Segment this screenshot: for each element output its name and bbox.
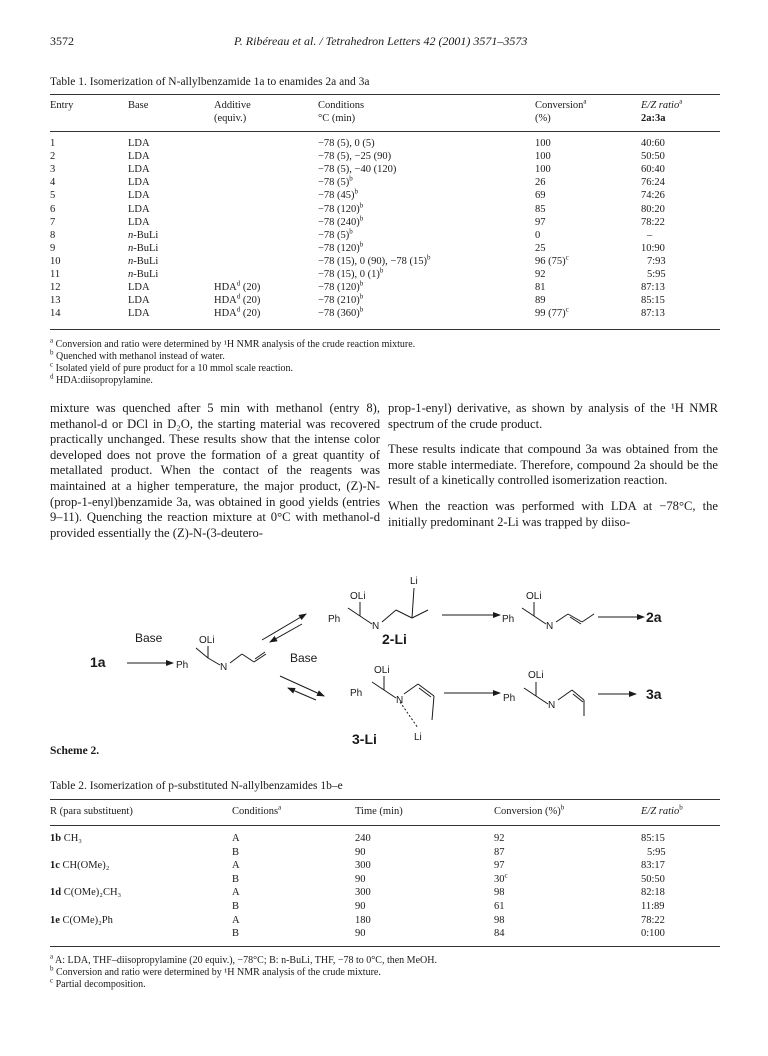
table1-cell-conditions: −78 $(120)^b$	[318, 201, 364, 215]
label-li-3li: Li	[414, 732, 422, 743]
label-oli-2a: OLi	[526, 591, 542, 602]
label-oli-2li: OLi	[350, 591, 366, 602]
table1-cell-entry: 3	[50, 164, 56, 176]
table1-cell-base: LDA	[128, 295, 150, 307]
table1-cell-ratio: –	[647, 229, 653, 241]
table1-cell-conversion: 85	[535, 203, 546, 215]
table1-cell-ratio: 85:15	[641, 295, 665, 307]
table2-cell-conditions: B	[232, 928, 240, 940]
table2-cell-conversion: 30$^c$	[494, 871, 508, 885]
table1-cell-entry: 7	[50, 216, 56, 228]
body-right-column	[388, 401, 718, 540]
table1-cell-additive: HDA$^d$ (20)	[214, 305, 261, 320]
table1-cell-conversion: 81	[535, 282, 546, 294]
table1-cell-entry: 4	[50, 177, 56, 189]
label-3li: 3-Li	[352, 731, 377, 747]
table1-cell-ratio: 5:95	[647, 269, 666, 280]
label-ph-3a: Ph	[503, 693, 516, 704]
table1-cell-entry: 14	[50, 308, 61, 320]
table2-cell-conversion: 87	[494, 846, 505, 858]
label-n: N	[220, 662, 228, 673]
table2-cell-time: 90	[355, 873, 366, 885]
table1-cell-base: n-BuLi	[128, 255, 159, 267]
table1-cell-ratio: 7:93	[647, 255, 666, 267]
table2-cell-conditions: A	[232, 833, 240, 844]
table2-cell-time: 240	[355, 833, 371, 844]
arrow-back-from-3li	[288, 688, 316, 700]
table1-cell-conditions: −78 (5), −40 (120)	[318, 164, 397, 176]
table2-cell-ratio: 5:95	[647, 846, 666, 858]
table1-cell-entry: 13	[50, 295, 61, 307]
table1-caption: Table 1. Isomerization of N-allylbenzamide 1a to enamides 2a and 3a	[50, 76, 370, 88]
table2-cell-conversion: 98	[494, 887, 505, 899]
table1-cell-conversion: 92	[535, 269, 546, 280]
table2-cell-conversion: 97	[494, 860, 505, 872]
arrow-to-3li	[280, 676, 324, 696]
table1-cell-ratio: 74:26	[641, 190, 665, 202]
table1-cell-conversion: 97	[535, 216, 546, 228]
table2-cell-time: 300	[355, 860, 371, 872]
table2-bottom-rule	[50, 946, 720, 947]
table1-cell-entry: 9	[50, 242, 56, 254]
table1-cell-conversion: 26	[535, 177, 546, 189]
table2-cell-conversion: 92	[494, 833, 505, 844]
th-conditions: Conditions	[318, 100, 365, 111]
th-additive: Additive	[214, 100, 251, 111]
table2-cell-substituent: 1e C(OMe)₂Ph	[50, 914, 113, 926]
label-base-2: Base	[290, 651, 318, 665]
table1-cell-ratio: 78:22	[641, 216, 665, 228]
table2-footnote: $^a$ A: LDA, THF–diisopropylamine (20 equiv.), −78°C; B: n-BuLi, THF, −78 to 0°C, then MeOH.	[50, 952, 437, 966]
table1-cell-base: n-BuLi	[128, 229, 159, 241]
label-ph: Ph	[176, 660, 189, 671]
label-1a: 1a	[90, 654, 106, 670]
table1-top-rule	[50, 94, 720, 95]
label-oli-3li: OLi	[374, 665, 390, 676]
label-ph-2a: Ph	[502, 614, 515, 625]
product-2a-structure	[522, 602, 594, 624]
table2-cell-ratio: 50:50	[641, 873, 665, 885]
label-li-2li: Li	[410, 576, 418, 587]
label-n-3a: N	[548, 700, 556, 711]
table1-cell-conversion: 100	[535, 138, 551, 149]
table2-cell-conversion: 61	[494, 901, 505, 912]
table1-cell-ratio: 40:60	[641, 138, 665, 149]
table1-footnote: $^a$ Conversion and ratio were determined by ¹H NMR analysis of the crude reaction mixture.	[50, 336, 416, 350]
table1-cell-base: LDA	[128, 190, 150, 202]
label-2a: 2a	[646, 609, 662, 625]
label-ph-3li: Ph	[350, 688, 363, 699]
th-entry: Entry	[50, 100, 74, 111]
table1-cell-conditions: −78 (5), 0 (5)	[318, 138, 375, 149]
body-paragraph: These results indicate that compound 3a was obtained from the more stable intermediate. Therefore, compound 2a should be the result of a kinetically controlled isomerization reaction.	[388, 442, 718, 488]
th-ratio-sub: 2a:3a	[641, 113, 666, 124]
table1-cell-entry: 6	[50, 203, 56, 215]
table1-cell-ratio: 87:13	[641, 308, 665, 320]
table2-cell-ratio: 82:18	[641, 887, 665, 899]
table2-cell-conditions: A	[232, 860, 240, 872]
table1-cell-ratio: 76:24	[641, 177, 665, 189]
table1-cell-ratio: 50:50	[641, 151, 665, 163]
table1-cell-ratio: 10:90	[641, 242, 665, 254]
table1-cell-conditions: −78 $(45)^b$	[318, 187, 359, 202]
table2-cell-time: 90	[355, 846, 366, 858]
table2-cell-ratio: 83:17	[641, 860, 665, 872]
scheme-2-graphic	[0, 570, 768, 760]
th2-time: Time (min)	[355, 806, 403, 817]
table1-footnote: $^c$ Isolated yield of pure product for a 10 mmol scale reaction.	[50, 360, 294, 374]
label-n-2a: N	[546, 621, 554, 632]
th-conditions-sub: °C (min)	[318, 113, 356, 124]
th-ratio: E/Z ratio$^a$	[641, 97, 683, 111]
table1-cell-conditions: −78 $(5)^b$	[318, 227, 353, 241]
th-additive-sub: (equiv.)	[214, 113, 247, 124]
table1-cell-base: LDA	[128, 308, 150, 320]
body-paragraph: mixture was quenched after 5 min with methanol (entry 8), methanol-d or DCl in D₂O, the starting material was recovered practically unchanged. These results show that the intense color developed does not prove the formation of a great quantity of metallated product. When the contact of the reagents was maintained at a higher temperature, the major product, (Z)-N-(prop-1-enyl)benzamide 3a, was obtained in good yields (entries 9–11). Quenching the reaction mixture at 0°C with methanol-d provided essentially the (Z)-N-(3-deutero-	[50, 401, 380, 540]
body-paragraph: prop-1-enyl) derivative, as shown by analysis of the ¹H NMR spectrum of the crude product.	[388, 401, 718, 431]
table1-cell-entry: 8	[50, 229, 56, 241]
th-conversion-sub: (%)	[535, 113, 551, 124]
table2-cell-substituent: 1d C(OMe)₂CH₃	[50, 887, 122, 899]
label-n-3li: N	[396, 695, 404, 706]
table2-cell-time: 90	[355, 928, 366, 940]
table1-cell-conditions: −78 $(210)^b$	[318, 292, 364, 307]
table2-cell-substituent: 1b CH₃	[50, 833, 82, 844]
scheme-caption: Scheme 2.	[50, 745, 100, 757]
table1-cell-entry: 2	[50, 151, 56, 163]
table1-cell-conditions: −78 $(360)^b$	[318, 305, 364, 320]
table1-cell-conversion: 99 $(77)^c$	[535, 305, 569, 320]
table1-cell-entry: 10	[50, 255, 61, 267]
table1-cell-entry: 1	[50, 138, 56, 149]
label-oli-3a: OLi	[528, 670, 544, 681]
page-number: 3572	[50, 34, 74, 48]
table2-caption: Table 2. Isomerization of p-substituted N-allylbenzamides 1b–e	[50, 780, 343, 792]
table2-cell-conditions: A	[232, 887, 240, 899]
table2-cell-substituent: 1c CH(OMe)₂	[50, 860, 110, 872]
table2-cell-conditions: B	[232, 846, 240, 858]
table2-header-rule	[50, 825, 720, 826]
label-oli: OLi	[199, 635, 215, 646]
table2-cell-time: 180	[355, 914, 371, 926]
table2-footnotes	[50, 952, 720, 991]
table2-cell-ratio: 0:100	[641, 928, 665, 940]
th2-conditions: Conditions$^a$	[232, 803, 282, 817]
th-base: Base	[128, 100, 149, 111]
table1-cell-conversion: 100	[535, 151, 551, 163]
table2-top-rule	[50, 799, 720, 800]
body-left-column	[50, 401, 380, 551]
th2-conversion: Conversion (%)$^b$	[494, 803, 565, 817]
th2-r: R (para substituent)	[50, 806, 133, 817]
table1-footnotes	[50, 336, 720, 387]
table2-cell-conditions: A	[232, 914, 240, 926]
table2-cell-ratio: 78:22	[641, 914, 665, 926]
label-ph-2li: Ph	[328, 614, 341, 625]
label-base-1: Base	[135, 631, 163, 645]
label-2li: 2-Li	[382, 631, 407, 647]
table1-cell-ratio: 60:40	[641, 164, 665, 176]
running-title: P. Ribéreau et al. / Tetrahedron Letters 42 (2001) 3571–3573	[234, 34, 528, 48]
table1-cell-conditions: −78 $(240)^b$	[318, 214, 364, 228]
table1-cell-conditions: −78 (15), 0 (90), −78 $(15)^b$	[318, 253, 431, 267]
table2-cell-conversion: 84	[494, 928, 505, 940]
table2-cell-conditions: B	[232, 901, 240, 912]
body-paragraph: When the reaction was performed with LDA at −78°C, the initially predominant 2-Li was trapped by diiso-	[388, 498, 718, 529]
table1-cell-conditions: −78 $(120)^b$	[318, 240, 364, 254]
table1-cell-additive: HDA$^d$ (20)	[214, 292, 261, 307]
arrow-to-2li	[262, 614, 306, 640]
table1-cell-ratio: 80:20	[641, 203, 665, 215]
table1-cell-conversion: 96 $(75)^c$	[535, 253, 569, 267]
table1-cell-conditions: −78 $(5)^b$	[318, 174, 353, 189]
table1-cell-base: LDA	[128, 203, 150, 215]
table1-cell-additive: HDA$^d$ (20)	[214, 279, 261, 294]
table1-cell-base: n-BuLi	[128, 269, 159, 280]
table1-cell-entry: 5	[50, 190, 56, 202]
table1-cell-conversion: 69	[535, 190, 546, 202]
table1-cell-conversion: 25	[535, 242, 546, 254]
table1-cell-conditions: −78 (15), 0 $(1)^b$	[318, 266, 384, 280]
table1-bottom-rule	[50, 329, 720, 330]
th-conversion: Conversion$^a$	[535, 97, 587, 111]
table1-cell-entry: 11	[50, 269, 61, 280]
table2-cell-conditions: B	[232, 873, 240, 885]
table2-cell-time: 90	[355, 901, 366, 912]
table1-cell-conversion: 89	[535, 295, 546, 307]
table1-footnote: $^d$ HDA:diisopropylamine.	[50, 372, 153, 386]
table2-footnote: $^c$ Partial decomposition.	[50, 976, 146, 990]
table1-cell-base: LDA	[128, 138, 150, 149]
table2-footnote: $^b$ Conversion and ratio were determined by ¹H NMR analysis of the crude mixture.	[50, 964, 381, 978]
table1-cell-entry: 12	[50, 282, 61, 294]
label-n-2li: N	[372, 621, 380, 632]
table1-cell-conversion: 100	[535, 164, 551, 176]
table1-cell-ratio: 87:13	[641, 282, 665, 294]
table2-cell-time: 300	[355, 887, 371, 899]
table1-cell-conversion: 0	[535, 229, 541, 241]
table1-cell-conditions: −78 $(120)^b$	[318, 279, 364, 294]
table2-cell-ratio: 85:15	[641, 833, 665, 844]
table2-cell-conversion: 98	[494, 914, 505, 926]
table1-footnote: $^b$ Quenched with methanol instead of water.	[50, 348, 225, 362]
table1-cell-base: LDA	[128, 216, 150, 228]
table2-cell-ratio: 11:89	[641, 901, 665, 912]
table1-cell-base: LDA	[128, 282, 150, 294]
table1-cell-base: n-BuLi	[128, 242, 159, 254]
table1-cell-conditions: −78 (5), −25 (90)	[318, 151, 392, 163]
substrate-structure	[196, 646, 266, 665]
label-3a: 3a	[646, 686, 662, 702]
table1-cell-base: LDA	[128, 177, 150, 189]
th2-ratio: E/Z ratio$^b$	[641, 803, 683, 817]
table1-cell-base: LDA	[128, 151, 150, 163]
table1-cell-base: LDA	[128, 164, 150, 176]
table1-header-rule	[50, 131, 720, 132]
